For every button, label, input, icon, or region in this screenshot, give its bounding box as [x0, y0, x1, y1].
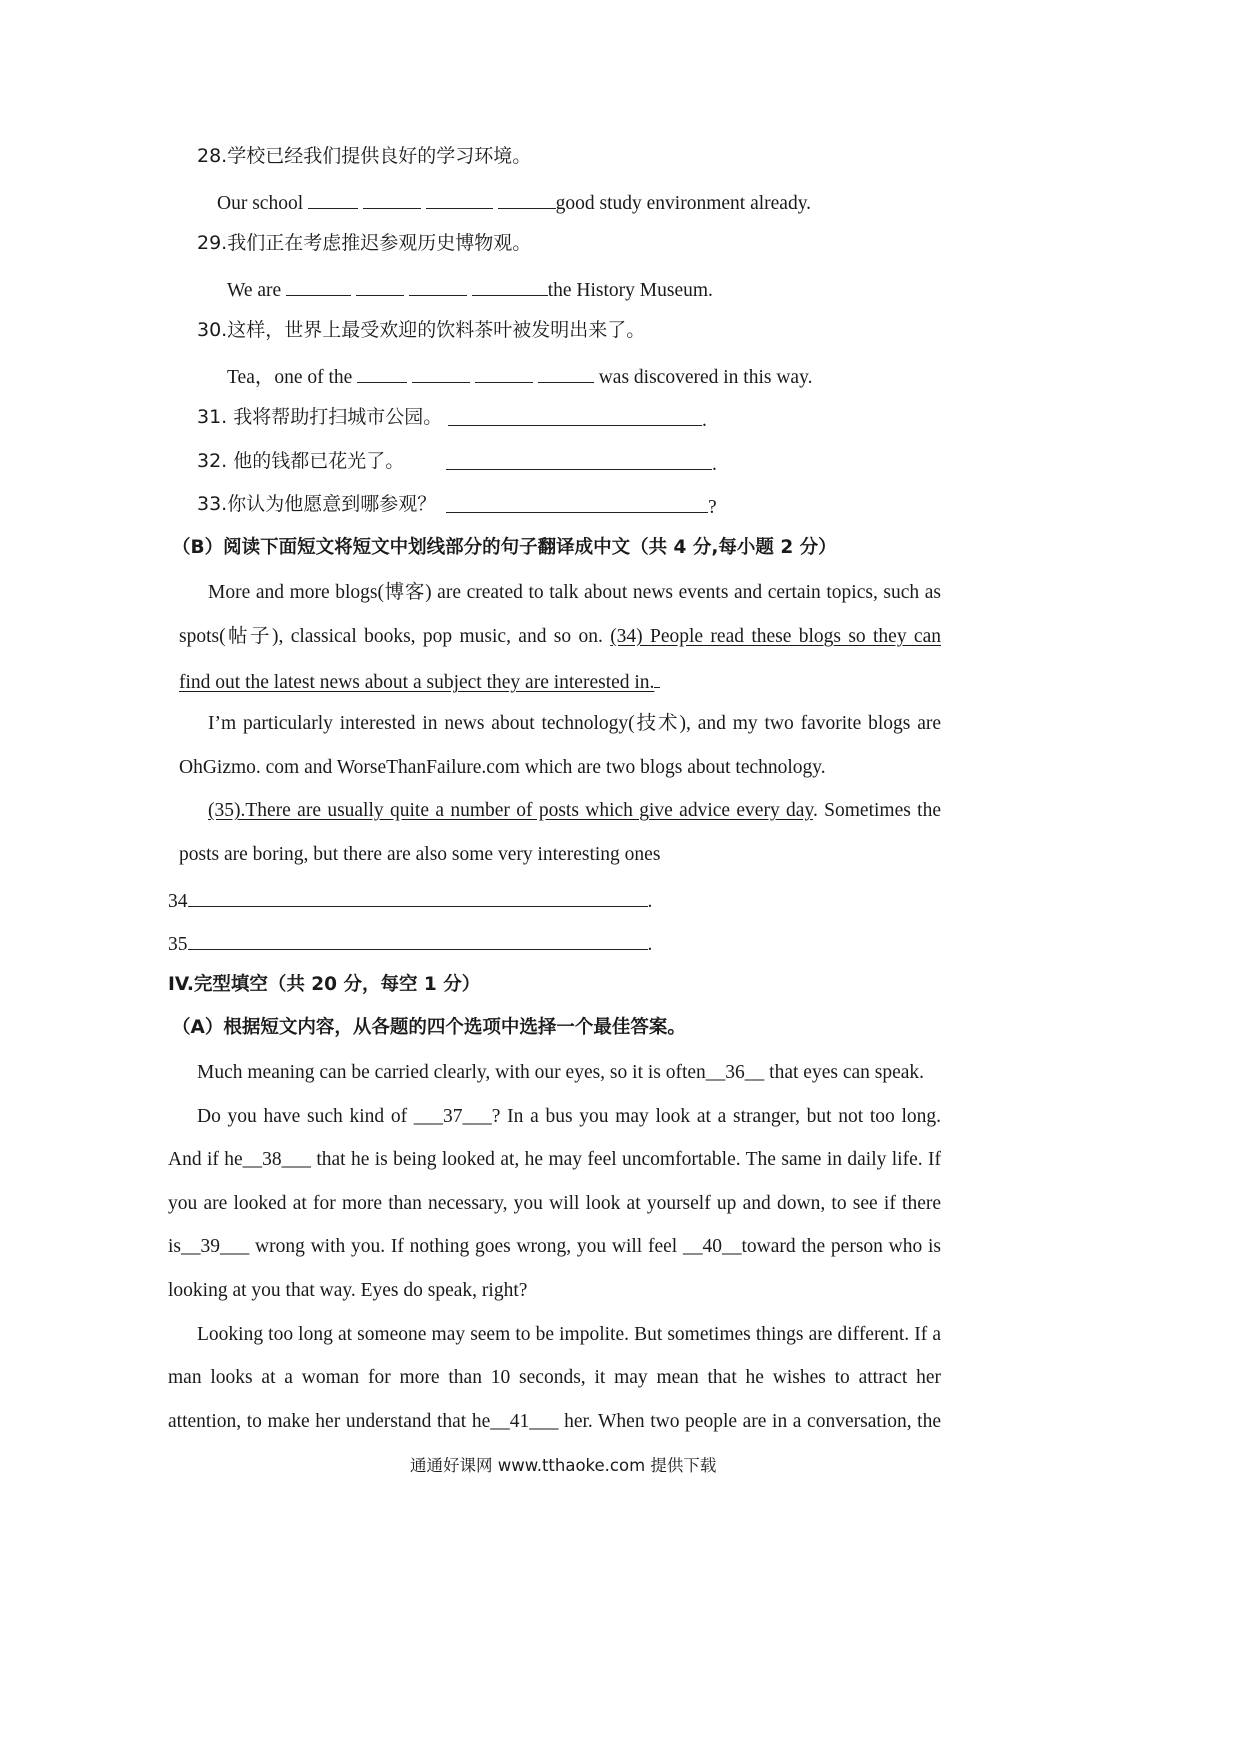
answer-35-end: . [647, 934, 653, 955]
item-33-end: ? [708, 497, 717, 518]
answer-34 [168, 889, 652, 912]
cloze-line: is__39___ wrong with you. If nothing goes wrong, you will feel __40__toward the person who is [168, 1236, 941, 1257]
item-28-answer [217, 191, 811, 214]
cloze-line: Much meaning can be carried clearly, with our eyes, so it is often__36__ that eyes can speak. [197, 1062, 925, 1083]
cloze-line: And if he__38___ that he is being looked at, he may feel uncomfortable. The same in daily life. If [168, 1149, 941, 1170]
answer-line[interactable] [446, 452, 712, 470]
item-28-start: Our school [217, 193, 304, 214]
section-iv-heading: IV.完型填空（共 20 分，每空 1 分） [168, 974, 481, 995]
blank[interactable] [356, 278, 404, 296]
underlined-sentence-35: (35).There are usually quite a number of posts which give advice every day [208, 800, 813, 821]
blank[interactable] [308, 191, 358, 209]
section-b-p3-line1 [208, 801, 941, 821]
section-b-p2-line1: I’m particularly interested in news about technology(技术), and my two favorite blogs are [208, 713, 941, 734]
section-b-p1-line2 [179, 627, 941, 647]
item-33-answer [446, 495, 717, 518]
p1-plain-text: spots(帖子), classical books, pop music, and so on. [179, 626, 603, 647]
section-b-heading: （B）阅读下面短文将短文中划线部分的句子翻译成中文（共 4 分,每小题 2 分） [172, 537, 837, 558]
answer-34-line[interactable] [188, 889, 648, 907]
section-b-p2-line2: OhGizmo. com and WorseThanFailure.com which are two blogs about technology. [179, 757, 826, 778]
cloze-line: you are looked at for more than necessary, you will look at yourself up and down, to see if there [168, 1193, 941, 1214]
cloze-line: attention, to make her understand that he__41___ her. When two people are in a conversation, the [168, 1411, 941, 1432]
cloze-line: Do you have such kind of ___37___? In a bus you may look at a stranger, but not too long. [197, 1106, 941, 1127]
blank[interactable] [498, 191, 556, 209]
section-b-p3-line2: posts are boring, but there are also some very interesting ones [179, 844, 661, 865]
blank[interactable] [538, 365, 594, 383]
blank[interactable] [472, 278, 548, 296]
item-33-prompt: 33.你认为他愿意到哪参观？ [197, 493, 437, 515]
item-30-prompt: 30.这样，世界上最受欢迎的饮料茶叶被发明出来了。 [197, 319, 646, 341]
item-28-end: good study environment already. [555, 193, 812, 214]
page-footer: 通通好课网 www.tthaoke.com 提供下载 [410, 1456, 717, 1475]
answer-35-line[interactable] [188, 932, 648, 950]
underlined-sentence-34: (34) People read these blogs so they can [610, 626, 941, 647]
item-29-start: We are [227, 280, 282, 301]
cloze-line: man looks at a woman for more than 10 seconds, it may mean that he wishes to attract her [168, 1367, 941, 1388]
item-30-answer [227, 365, 812, 388]
blank[interactable] [357, 365, 407, 383]
item-32-prompt: 32. 他的钱都已花光了。 [197, 450, 405, 472]
item-28-prompt: 28.学校已经我们提供良好的学习环境。 [197, 145, 532, 167]
answer-34-label: 34 [168, 891, 188, 912]
item-29-end: the History Museum. [547, 280, 713, 301]
blank[interactable] [363, 191, 421, 209]
cloze-line: Looking too long at someone may seem to be impolite. But sometimes things are different. If a [197, 1324, 941, 1345]
item-31-prompt: 31. 我将帮助打扫城市公园。 [197, 406, 443, 428]
item-29-answer [227, 278, 713, 301]
answer-35-label: 35 [168, 934, 188, 955]
answer-line[interactable] [446, 495, 708, 513]
blank[interactable] [286, 278, 351, 296]
underlined-sentence-34-cont: find out the latest news about a subject they are interested in. [179, 672, 655, 693]
blank[interactable] [475, 365, 533, 383]
item-32-end: . [712, 454, 717, 475]
blank[interactable] [426, 191, 493, 209]
item-30-end: was discovered in this way. [598, 367, 813, 388]
item-31-answer [448, 408, 707, 431]
answer-35 [168, 932, 652, 955]
item-31-end: . [702, 410, 707, 431]
item-32-answer [446, 452, 717, 475]
item-29-prompt: 29.我们正在考虑推迟参观历史博物观。 [197, 232, 532, 254]
section-b-p1-line1: More and more blogs(博客) are created to talk about news events and certain topics, such as [208, 582, 941, 603]
cloze-line: looking at you that way. Eyes do speak, right? [168, 1280, 528, 1301]
p3-rest: . Sometimes the [812, 800, 941, 821]
item-30-start: Tea，one of the [227, 367, 353, 388]
underline-tail [654, 670, 660, 688]
section-b-p1-line3 [179, 670, 660, 693]
blank[interactable] [412, 365, 470, 383]
section-iv-subheading: （A）根据短文内容，从各题的四个选项中选择一个最佳答案。 [172, 1017, 686, 1038]
answer-line[interactable] [448, 408, 702, 426]
blank[interactable] [409, 278, 467, 296]
answer-34-end: . [647, 891, 653, 912]
